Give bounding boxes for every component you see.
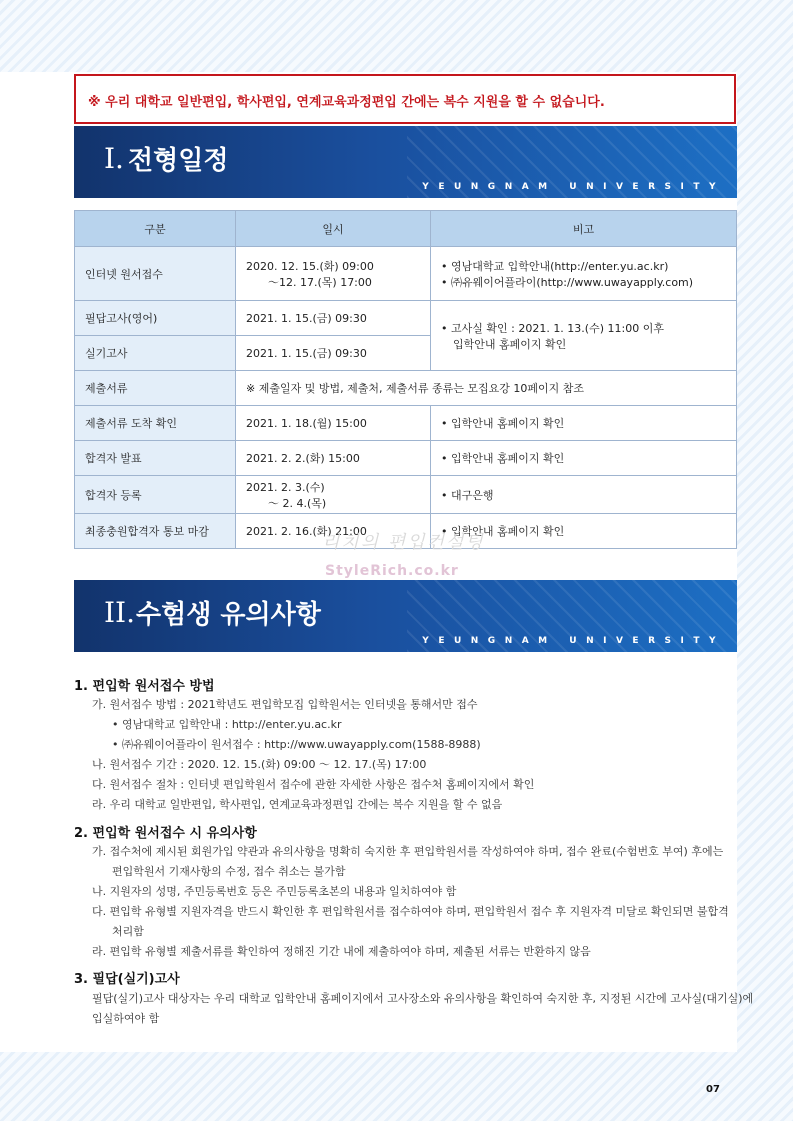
notice-text: ※ 우리 대학교 일반편입, 학사편입, 연계교육과정편입 간에는 복수 지원을 할 수 없습니다. [88,95,605,110]
row-label: 합격자 발표 [75,441,236,476]
body-line: • 영남대학교 입학안내 : http://enter.yu.ac.kr [112,718,342,731]
body-line: • ㈜유웨이어플라이 원서접수 : http://www.uwayapply.com(1588-8988) [112,738,481,751]
row-label: 필답고사(영어) [75,301,236,336]
body-line: 라. 우리 대학교 일반편입, 학사편입, 연계교육과정편입 간에는 복수 지원을 할 수 없음 [92,798,503,811]
banner-title: 전형일정 [128,146,229,176]
note-line: • ㈜유웨이어플라이(http://www.uwayapply.com) [441,274,736,290]
row-date: 2021. 1. 15.(금) 09:30 [236,301,431,336]
body-line: 필답(실기)고사 대상자는 우리 대학교 입학안내 홈페이지에서 고사장소와 유의사항을 확인하여 숙지한 후, 지정된 시간에 고사실(대기실)에 [92,992,754,1005]
row-label: 최종충원합격자 통보 마감 [75,514,236,549]
row-date: 2021. 2. 2.(화) 15:00 [236,441,431,476]
row-date: 2021. 1. 15.(금) 09:30 [236,336,431,371]
body-line: 나. 원서접수 기간 : 2020. 12. 15.(화) 09:00 ～ 12. 17.(목) 17:00 [92,758,427,771]
table-row [75,371,737,406]
row-label: 합격자 등록 [75,476,236,514]
table-header: 비고 [431,211,737,247]
note-line: • 대구은행 [441,489,494,502]
row-note [431,441,737,476]
page-number: 07 [706,1084,720,1095]
watermark-url: StyleRich.co.kr [325,563,459,579]
section-heading: 1. 편입학 원서접수 방법 [74,679,215,694]
date-line: ～ 2. 4.(목) [268,496,327,510]
banner-university: YEUNGNAM UNIVERSITY [422,182,725,192]
note-line: • 입학안내 홈페이지 확인 [441,452,564,465]
body-line: 가. 원서접수 방법 : 2021학년도 편입학모집 입학원서는 인터넷을 통해서만 접수 [92,698,478,711]
body-line: 가. 접수처에 제시된 회원가입 약관과 유의사항을 명확히 숙지한 후 편입학원서를 작성하여야 하며, 접수 완료(수험번호 부여) 후에는 [92,845,724,858]
banner-numeral: I. [104,142,124,175]
table-row [75,301,737,336]
body-line: 다. 원서접수 절차 : 인터넷 편입학원서 접수에 관한 자세한 사항은 접수처 홈페이지에서 확인 [92,778,535,791]
row-note [431,476,737,514]
body-line: 입실하여야 함 [92,1012,160,1025]
row-note [431,301,737,371]
notice-box [74,74,736,124]
row-note [431,406,737,441]
section-heading: 2. 편입학 원서접수 시 유의사항 [74,826,257,841]
date-line: ～12. 17.(목) 17:00 [268,275,372,289]
section-heading: 3. 필답(실기)고사 [74,972,180,987]
table-header: 일시 [236,211,431,247]
note-line: • 입학안내 홈페이지 확인 [441,417,564,430]
note-line: • 영남대학교 입학안내(http://enter.yu.ac.kr) [441,258,736,274]
banner-numeral: II. [104,596,136,629]
banner-title: 수험생 유의사항 [136,600,321,630]
table-header: 구분 [75,211,236,247]
schedule-table [74,210,737,549]
row-date [236,476,431,514]
note-line: • 고사실 확인 : 2021. 1. 13.(수) 11:00 이후 [441,320,736,336]
table-row [75,476,737,514]
row-label: 인터넷 원서접수 [75,247,236,301]
table-header-row [75,211,737,247]
row-label: 제출서류 도착 확인 [75,406,236,441]
body-line: 라. 편입학 유형별 제출서류를 확인하여 정해진 기간 내에 제출하여야 하며, 제출된 서류는 반환하지 않음 [92,945,591,958]
body-line: 다. 편입학 유형별 지원자격을 반드시 확인한 후 편입학원서를 접수하여야 하며, 편입학원서 접수 후 지원자격 미달로 확인되면 불합격 [92,905,729,918]
row-label: 실기고사 [75,336,236,371]
section-banner-schedule [74,126,737,198]
watermark-text: 리치의 편입컨설팅 [322,532,485,553]
section-banner-notes [74,580,737,652]
row-date: 2021. 2. 16.(화) 21:00 [236,514,431,549]
banner-university: YEUNGNAM UNIVERSITY [422,636,725,646]
table-row [75,406,737,441]
row-note: ※ 제출일자 및 방법, 제출처, 제출서류 종류는 모집요강 10페이지 참조 [236,371,737,406]
table-row [75,441,737,476]
body-line: 나. 지원자의 성명, 주민등록번호 등은 주민등록초본의 내용과 일치하여야 함 [92,885,457,898]
table-row [75,247,737,301]
row-note [431,247,737,301]
body-line: 편입학원서 기재사항의 수정, 접수 취소는 불가함 [112,865,346,878]
body-line: 처리함 [112,925,144,938]
row-date: 2021. 1. 18.(월) 15:00 [236,406,431,441]
date-line: 2020. 12. 15.(화) 09:00 [246,259,374,273]
row-date [236,247,431,301]
note-line: 입학안내 홈페이지 확인 [453,337,567,351]
date-line: 2021. 2. 3.(수) [246,480,325,494]
row-label: 제출서류 [75,371,236,406]
note-line: • 입학안내 홈페이지 확인 [441,525,564,538]
